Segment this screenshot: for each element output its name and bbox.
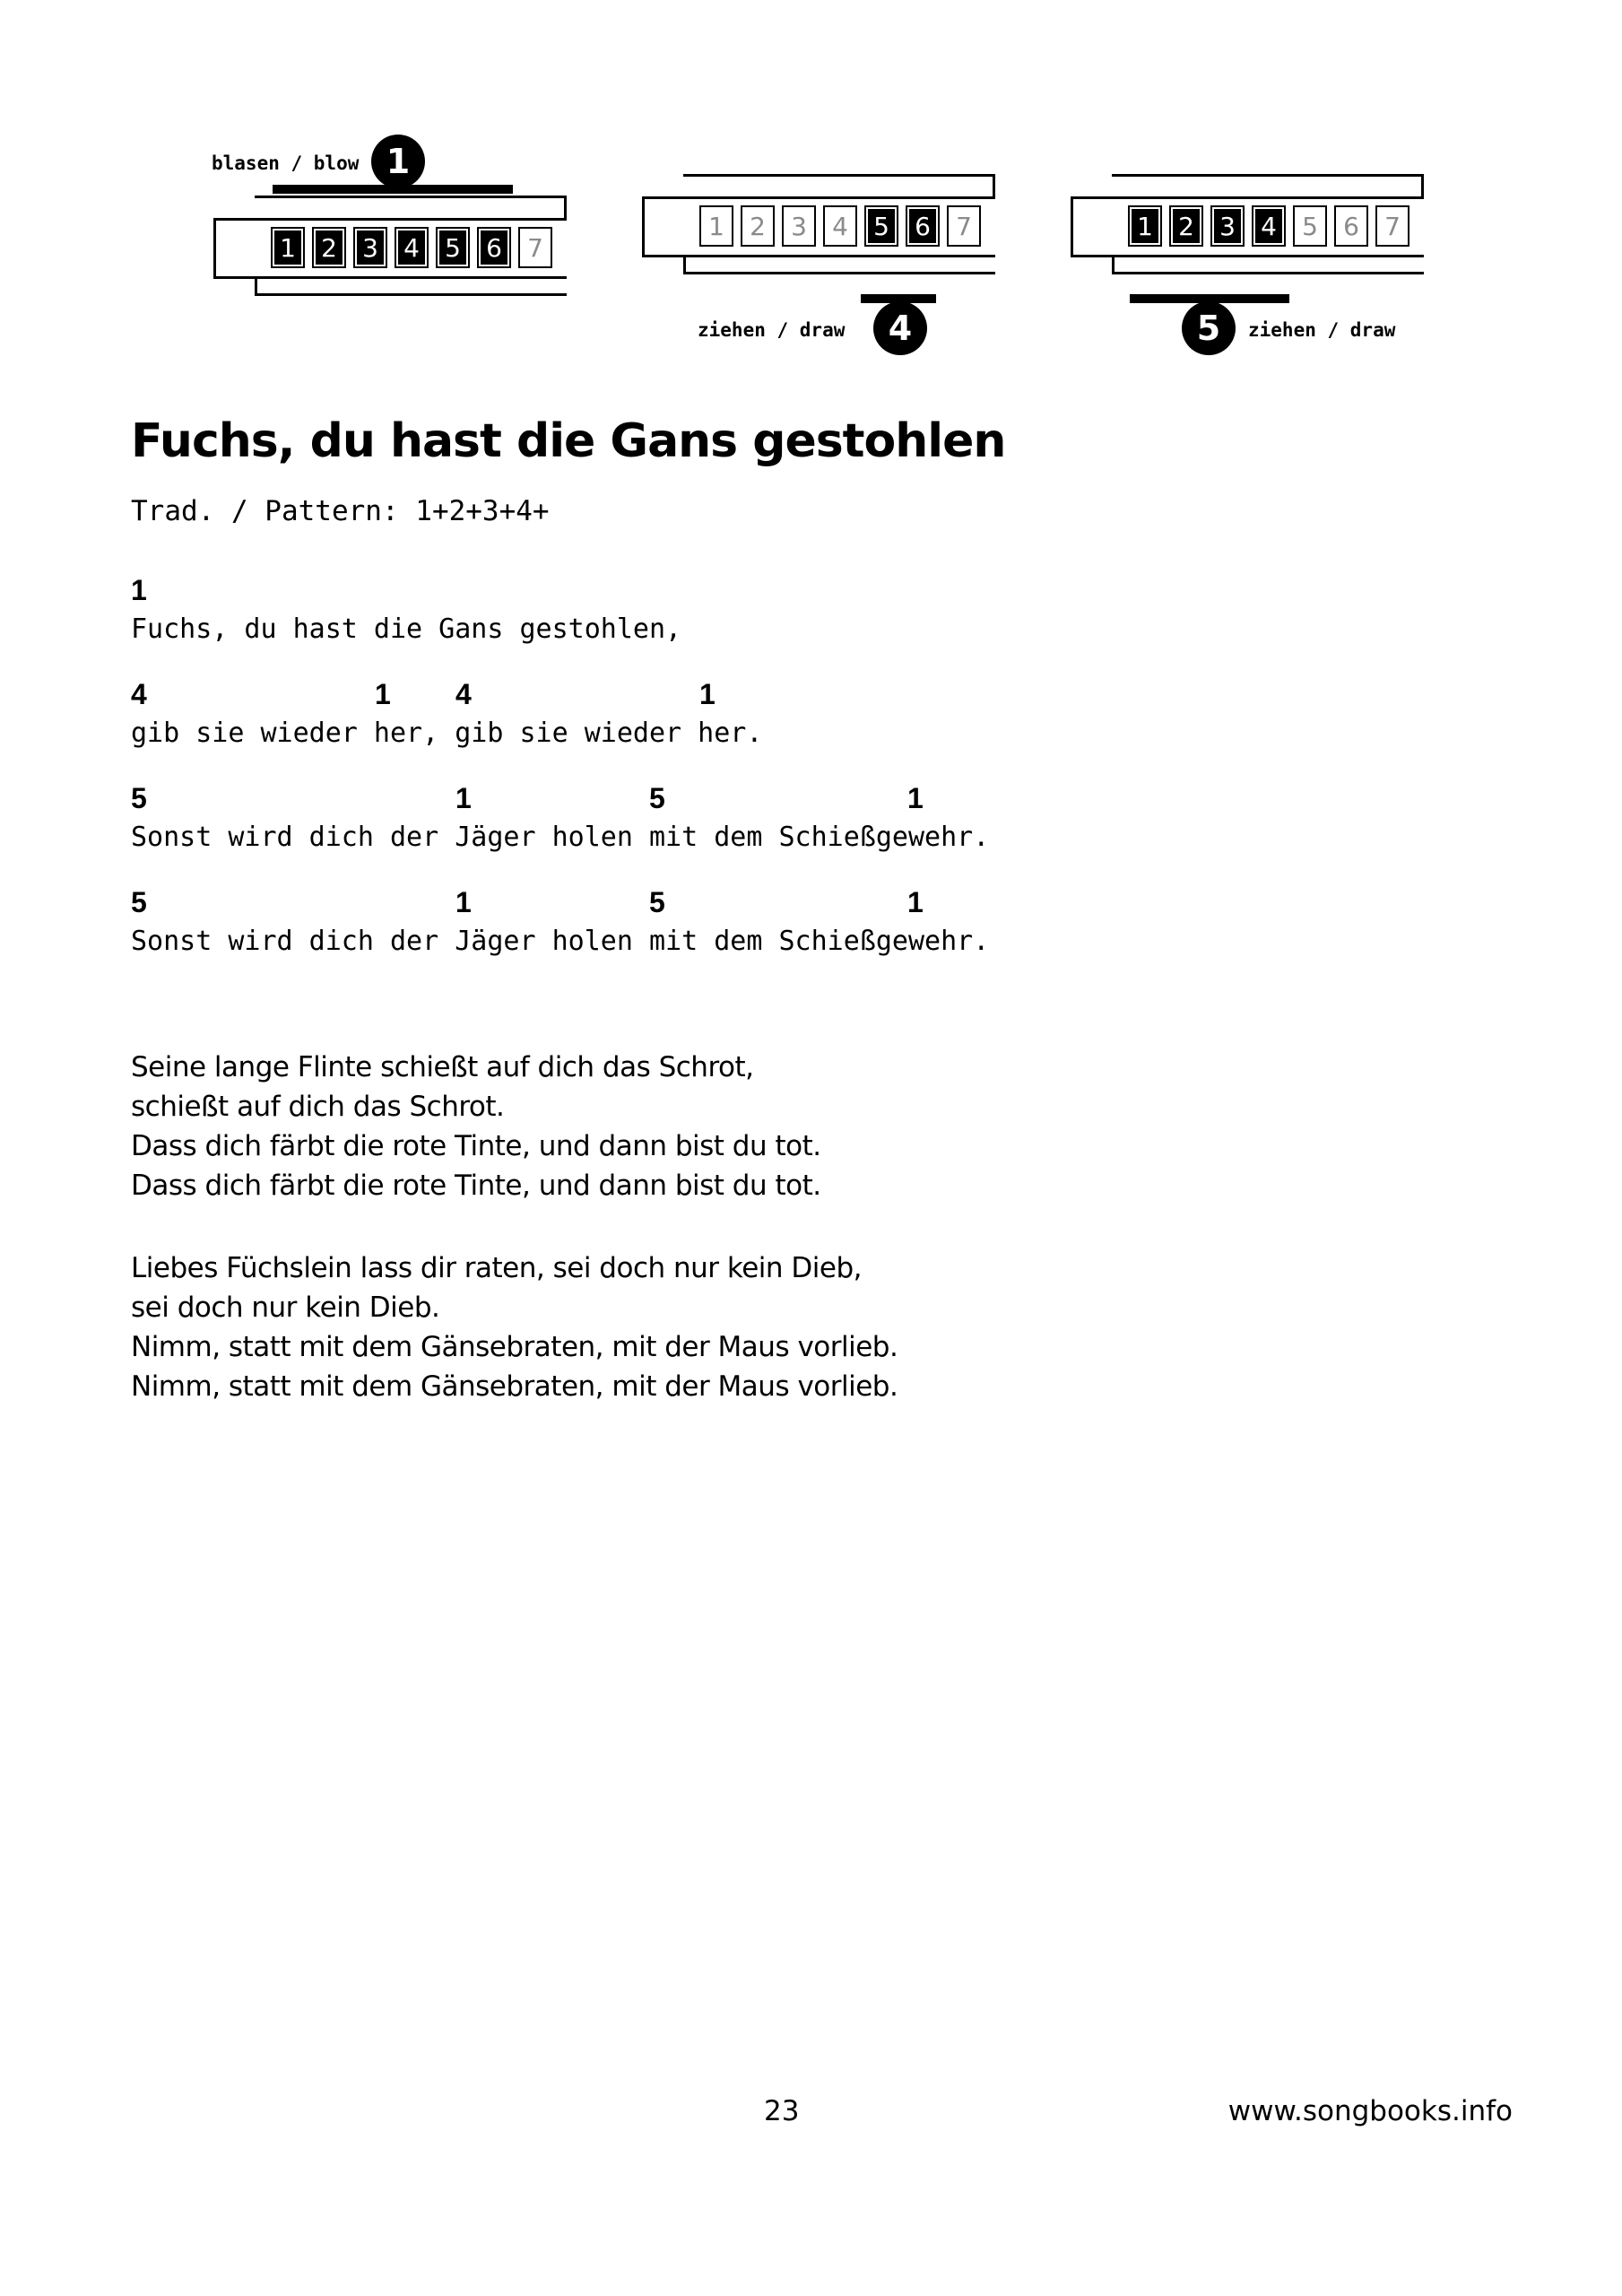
hole-number-line xyxy=(131,574,989,613)
website-footer: www.songbooks.info xyxy=(1227,2095,1513,2127)
hole-1: 1 xyxy=(1128,205,1162,247)
verse-with-hole-numbers xyxy=(131,574,989,990)
harmonica-diagram-draw-5 xyxy=(1071,113,1447,348)
hole-5: 5 xyxy=(436,227,470,268)
hole-5: 5 xyxy=(1293,205,1327,247)
hole-number: 1 xyxy=(131,574,147,606)
hole-4: 4 xyxy=(823,205,857,247)
hole-6: 6 xyxy=(477,227,511,268)
step-badge-1: 1 xyxy=(371,135,425,188)
stanza-line: Liebes Füchslein lass dir raten, sei doch nur kein Dieb, xyxy=(131,1252,863,1284)
hole-row xyxy=(699,205,981,247)
stanza-line: schießt auf dich das Schrot. xyxy=(131,1091,505,1123)
song-title: Fuchs, du hast die Gans gestohlen xyxy=(131,414,1006,468)
step-badge-5: 5 xyxy=(1182,301,1236,355)
draw-label: ziehen / draw xyxy=(1248,319,1396,341)
stanza-line: Seine lange Flinte schießt auf dich das Schrot, xyxy=(131,1051,754,1083)
page-number: 23 xyxy=(764,2095,800,2127)
hole-number: 1 xyxy=(375,678,391,710)
hole-1: 1 xyxy=(699,205,733,247)
stanza-2 xyxy=(131,1048,821,1205)
hole-number: 1 xyxy=(455,782,472,814)
hole-row xyxy=(271,227,552,268)
step-badge-4: 4 xyxy=(873,301,927,355)
hole-number: 5 xyxy=(649,782,665,814)
hole-3: 3 xyxy=(782,205,816,247)
hole-number: 5 xyxy=(131,886,147,918)
hole-6: 6 xyxy=(906,205,940,247)
hole-3: 3 xyxy=(1210,205,1245,247)
hole-number: 4 xyxy=(131,678,147,710)
harmonica-top-cover xyxy=(1112,174,1424,196)
stanza-line: Dass dich färbt die rote Tinte, und dann bist du tot. xyxy=(131,1170,821,1202)
harmonica-diagram-blow xyxy=(213,135,590,350)
harmonica-diagram-draw-4 xyxy=(642,113,1019,348)
harmonica-bottom-cover xyxy=(683,257,995,274)
hole-number: 4 xyxy=(455,678,472,710)
lyric-line: Sonst wird dich der Jäger holen mit dem Schießgewehr. xyxy=(131,926,990,957)
hole-number: 1 xyxy=(907,886,924,918)
hole-number-line xyxy=(131,678,989,718)
harmonica-bottom-cover xyxy=(255,279,567,296)
hole-4: 4 xyxy=(1252,205,1286,247)
hole-number: 5 xyxy=(131,782,147,814)
hole-number: 1 xyxy=(455,886,472,918)
hole-number: 1 xyxy=(907,782,924,814)
song-subtitle: Trad. / Pattern: 1+2+3+4+ xyxy=(131,495,550,527)
lyric-line: Fuchs, du hast die Gans gestohlen, xyxy=(131,613,682,645)
hole-row xyxy=(1128,205,1409,247)
hole-7: 7 xyxy=(1375,205,1409,247)
hole-4: 4 xyxy=(395,227,429,268)
stanza-3 xyxy=(131,1248,898,1406)
hole-number-line xyxy=(131,782,989,822)
hole-number-line xyxy=(131,886,989,926)
hole-7: 7 xyxy=(947,205,981,247)
stanza-line: Dass dich färbt die rote Tinte, und dann bist du tot. xyxy=(131,1130,821,1162)
harmonica-bottom-cover xyxy=(1112,257,1424,274)
blow-label: blasen / blow xyxy=(212,152,360,174)
lyric-line: gib sie wieder her, gib sie wieder her. xyxy=(131,718,763,749)
stanza-line: Nimm, statt mit dem Gänsebraten, mit der Maus vorlieb. xyxy=(131,1331,898,1363)
hole-7: 7 xyxy=(518,227,552,268)
hole-6: 6 xyxy=(1334,205,1368,247)
hole-2: 2 xyxy=(741,205,775,247)
hole-5: 5 xyxy=(864,205,898,247)
draw-label: ziehen / draw xyxy=(698,319,846,341)
hole-2: 2 xyxy=(1169,205,1203,247)
harmonica-top-cover xyxy=(255,196,567,218)
hole-3: 3 xyxy=(353,227,387,268)
hole-1: 1 xyxy=(271,227,305,268)
lyric-line: Sonst wird dich der Jäger holen mit dem Schießgewehr. xyxy=(131,822,990,853)
harmonica-top-cover xyxy=(683,174,995,196)
stanza-line: sei doch nur kein Dieb. xyxy=(131,1292,440,1324)
stanza-line: Nimm, statt mit dem Gänsebraten, mit der Maus vorlieb. xyxy=(131,1370,898,1403)
hole-2: 2 xyxy=(312,227,346,268)
hole-number: 5 xyxy=(649,886,665,918)
hole-number: 1 xyxy=(699,678,716,710)
